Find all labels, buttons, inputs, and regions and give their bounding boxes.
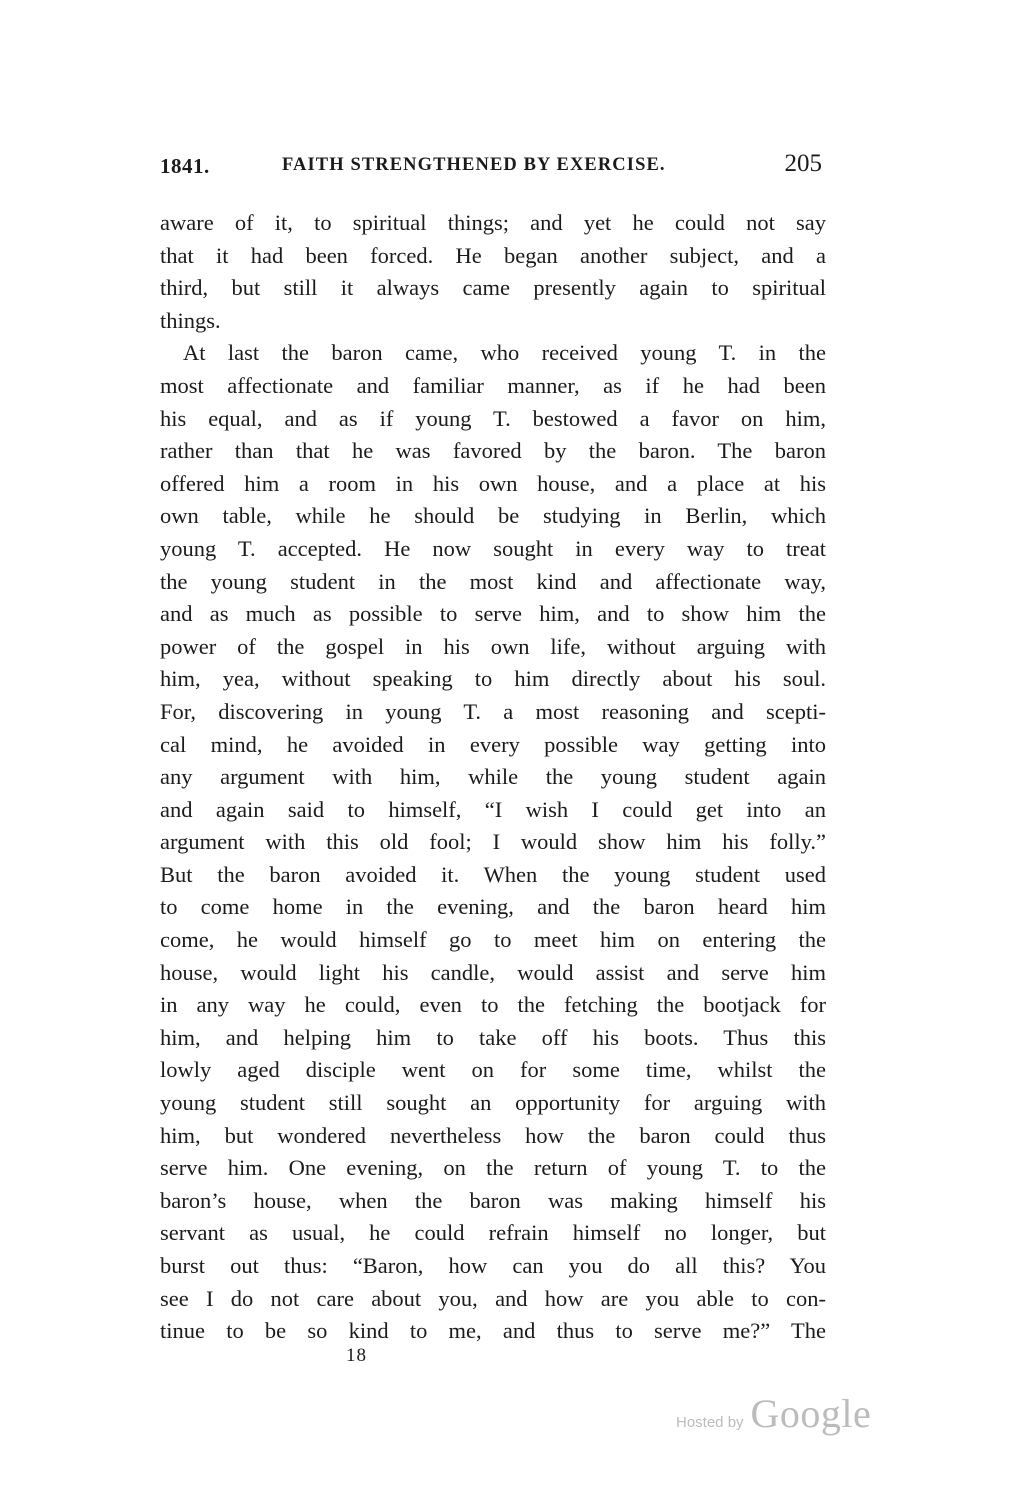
signature-mark: 18	[346, 1345, 367, 1366]
text-line: him, but wondered nevertheless how the baron could thus	[160, 1122, 826, 1148]
watermark-hosted-by: Hosted by	[676, 1414, 744, 1431]
text-line: third, but still it always came presently again to spiritual	[160, 275, 826, 301]
text-line: lowly aged disciple went on for some time, whilst the	[160, 1057, 826, 1083]
watermark-google-logo: Google	[750, 1391, 872, 1436]
google-watermark	[676, 1390, 871, 1438]
text-line: come, he would himself go to meet him on entering the	[160, 927, 826, 953]
text-line: burst out thus: “Baron, how can you do all this? You	[160, 1253, 826, 1278]
text-line: and again said to himself, “I wish I could get into an	[160, 796, 826, 822]
text-line: own table, while he should be studying in Berlin, which	[160, 503, 826, 529]
text-line: and as much as possible to serve him, and to show him the	[160, 601, 826, 627]
text-line: in any way he could, even to the fetching the bootjack for	[160, 992, 826, 1018]
text-line: tinue to be so kind to me, and thus to serve me?” The	[160, 1318, 826, 1344]
text-line: the young student in the most kind and affectionate way,	[160, 568, 826, 594]
text-line: most affectionate and familiar manner, as if he had been	[160, 372, 826, 398]
text-line: serve him. One evening, on the return of young T. to the	[160, 1155, 826, 1181]
text-line: his equal, and as if young T. bestowed a favor on him,	[160, 405, 826, 431]
text-line: rather than that he was favored by the baron. The baron	[160, 438, 826, 464]
text-line: power of the gospel in his own life, without arguing with	[160, 633, 826, 659]
running-head	[160, 150, 822, 184]
text-line: For, discovering in young T. a most reasoning and scepti-	[160, 698, 826, 724]
text-line: any argument with him, while the young student again	[160, 764, 826, 790]
text-line: things.	[160, 307, 221, 333]
text-line: house, would light his candle, would assist and serve him	[160, 959, 826, 985]
text-line: offered him a room in his own house, and a place at his	[160, 470, 826, 496]
running-head-year: 1841.	[160, 154, 210, 178]
text-line: young student still sought an opportunity for arguing with	[160, 1090, 826, 1116]
text-line: baron’s house, when the baron was making himself his	[160, 1187, 826, 1213]
page-number: 205	[784, 150, 822, 177]
text-line: At last the baron came, who received young T. in the	[183, 340, 826, 366]
text-line: that it had been forced. He began another subject, and a	[160, 242, 826, 268]
text-line: see I do not care about you, and how are you able to con-	[160, 1285, 826, 1311]
text-line: to come home in the evening, and the baron heard him	[160, 894, 826, 920]
running-head-title: FAITH STRENGTHENED BY EXERCISE.	[282, 155, 666, 175]
text-line: cal mind, he avoided in every possible way getting into	[160, 731, 826, 757]
text-line: him, yea, without speaking to him directly about his soul.	[160, 666, 826, 692]
text-line: him, and helping him to take off his boots. Thus this	[160, 1024, 826, 1050]
text-line: servant as usual, he could refrain himself no longer, but	[160, 1220, 826, 1246]
text-line: aware of it, to spiritual things; and yet he could not say	[160, 210, 826, 235]
text-line: argument with this old fool; I would show him his folly.”	[160, 829, 826, 855]
text-line: But the baron avoided it. When the young student used	[160, 861, 826, 887]
body-text	[160, 207, 826, 1348]
text-line: young T. accepted. He now sought in every way to treat	[160, 535, 826, 561]
